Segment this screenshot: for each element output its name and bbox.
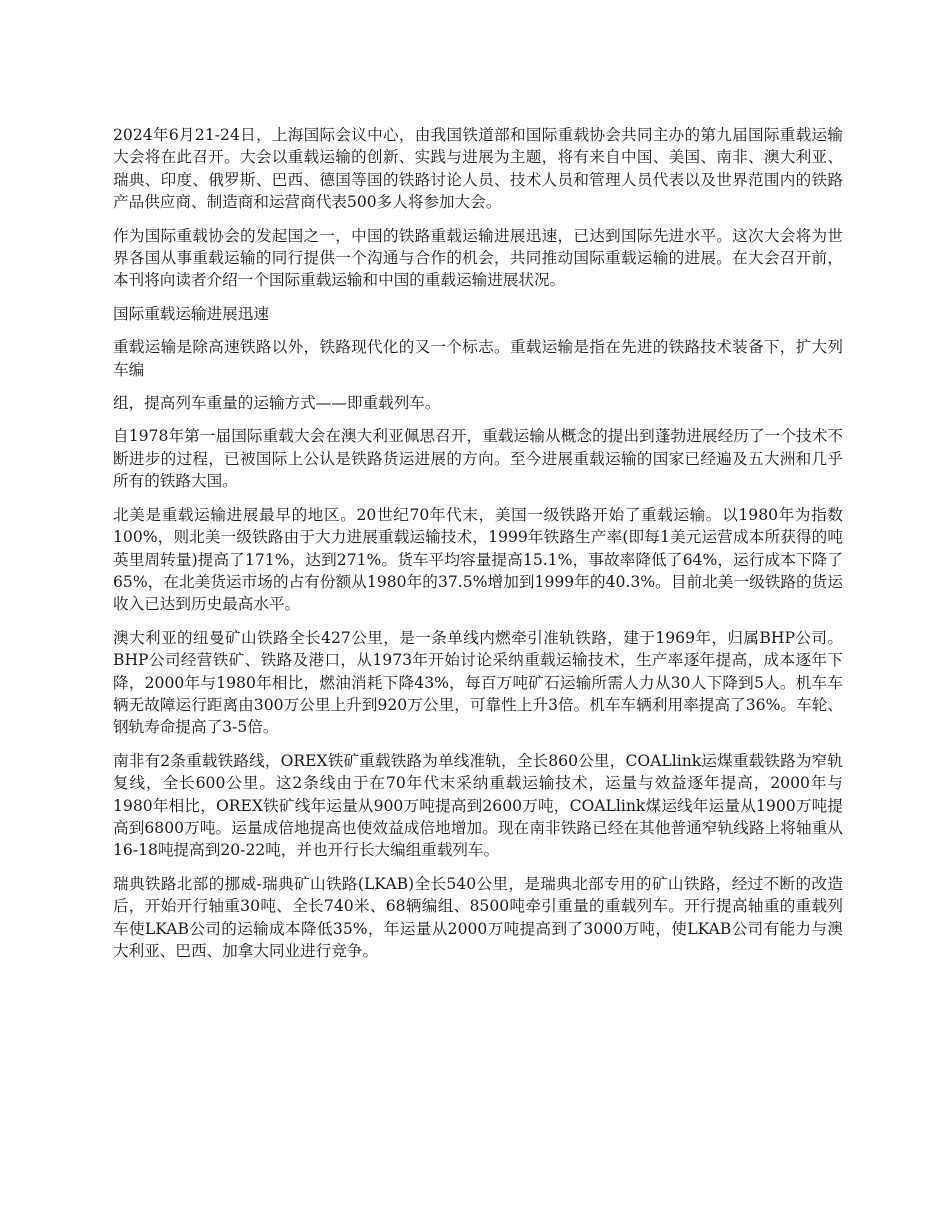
paragraph: 组，提高列车重量的运输方式——即重载列车。: [113, 394, 441, 413]
paragraph: 自1978年第一届国际重载大会在澳大利亚佩思召开，重载运输从概念的提出到蓬勃进展经历了一个技术不断进步的过程，已被国际上公认是铁路货运进展的方向。至今进展重载运输的国家已经遍及五大洲和几乎所有的铁路大国。: [113, 427, 843, 491]
paragraph: 南非有2条重载铁路线，OREX铁矿重载铁路为单线准轨，全长860公里，COALlink运煤重载铁路为窄轨复线，全长600公里。这2条线由于在70年代末采纳重载运输技术，运量与效益逐年提高，2000年与1980年相比，OREX铁矿线年运量从900万吨提高到2600万吨，COALlink煤运线年运量从1900万吨提高到6800万吨。运量成倍地提高也使效益成倍地增加。现在南非铁路已经在其他普通窄轨线路上将轴重从16-18吨提高到20-22吨，并也开行长大编组重载列车。: [113, 751, 843, 860]
paragraph: 2024年6月21-24日，上海国际会议中心，由我国铁道部和国际重载协会共同主办的第九届国际重载运输大会将在此召开。大会以重载运输的创新、实践与进展为主题，将有来自中国、美国、南非、澳大利亚、瑞典、印度、俄罗斯、巴西、德国等国的铁路讨论人员、技术人员和管理人员代表以及世界范围内的铁路产品供应商、制造商和运营商代表500多人将参加大会。: [113, 126, 843, 212]
paragraph: 重载运输是除高速铁路以外，铁路现代化的又一个标志。重载运输是指在先进的铁路技术装备下，扩大列车编: [113, 338, 843, 379]
paragraph: 北美是重载运输进展最早的地区。20世纪70年代末，美国一级铁路开始了重载运输。以1980年为指数100%，则北美一级铁路由于大力进展重载运输技术，1999年铁路生产率(即每1美元运营成本所获得的吨英里周转量)提高了171%，达到271%。货车平均容量提高15.1%，事故率降低了64%，运行成本下降了65%，在北美货运市场的占有份额从1980年的37.5%增加到1999年的40.3%。目前北美一级铁路的货运收入已达到历史最高水平。: [113, 505, 843, 614]
paragraph: 澳大利亚的纽曼矿山铁路全长427公里，是一条单线内燃牵引准轨铁路，建于1969年，归属BHP公司。BHP公司经营铁矿、铁路及港口，从1973年开始讨论采纳重载运输技术，生产率逐年提高，成本逐年下降，2000年与1980年相比，燃油消耗下降43%，每百万吨矿石运输所需人力从30人下降到5人。机车车辆无故障运行距离由300万公里上升到920万公里，可靠性上升3倍。机车车辆利用率提高了36%。车轮、钢轨寿命提高了3-5倍。: [113, 628, 843, 737]
document-body: [113, 124, 843, 973]
paragraph: 瑞典铁路北部的挪威-瑞典矿山铁路(LKAB)全长540公里，是瑞典北部专用的矿山铁路，经过不断的改造后，开始开行轴重30吨、全长740米、68辆编组、8500吨牵引重量的重载列车。开行提高轴重的重载列车使LKAB公司的运输成本降低35%，年运量从2000万吨提高到了3000万吨，使LKAB公司有能力与澳大利亚、巴西、加拿大同业进行竞争。: [113, 874, 843, 960]
paragraph: 作为国际重载协会的发起国之一，中国的铁路重载运输进展迅速，已达到国际先进水平。这次大会将为世界各国从事重载运输的同行提供一个沟通与合作的机会，共同推动国际重载运输的进展。在大会召开前，本刊将向读者介绍一个国际重载运输和中国的重载运输进展状况。: [113, 226, 843, 290]
section-heading: 国际重载运输进展迅速: [113, 304, 269, 323]
